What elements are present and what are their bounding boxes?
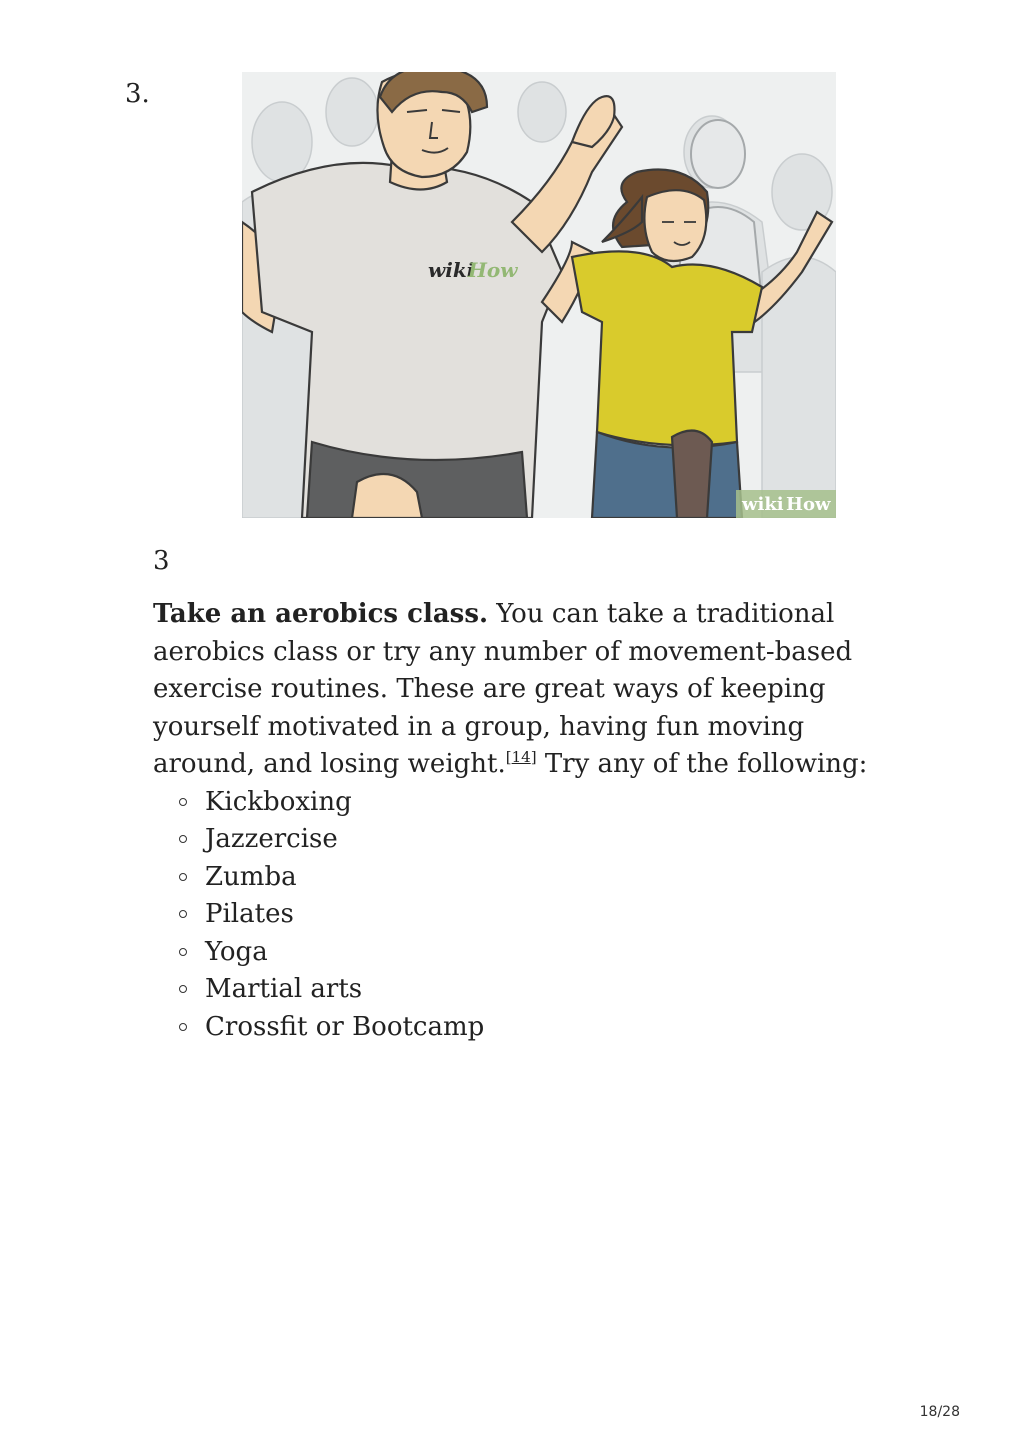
reference-marker[interactable]: [14] bbox=[505, 748, 537, 766]
circle-bullet-icon bbox=[179, 1023, 187, 1031]
reference-link[interactable]: 14 bbox=[511, 748, 531, 766]
circle-bullet-icon bbox=[179, 910, 187, 918]
watermark-how: How bbox=[786, 494, 831, 515]
circle-bullet-icon bbox=[179, 798, 187, 806]
list-item: Pilates bbox=[153, 896, 913, 934]
list-item: Kickboxing bbox=[153, 784, 913, 822]
step-index: 3 bbox=[153, 546, 170, 576]
step-intro-text: You can take a traditional aerobics class or try any number of movement-based exercise routines. These are great ways of keeping yourself motivated in a group, having fun moving around, and losing weight. bbox=[153, 599, 853, 779]
list-item: Zumba bbox=[153, 859, 913, 897]
step-intro bbox=[153, 596, 913, 784]
step-illustration bbox=[242, 72, 836, 518]
circle-bullet-icon bbox=[179, 873, 187, 881]
circle-bullet-icon bbox=[179, 835, 187, 843]
step-number: 3. bbox=[125, 79, 150, 109]
activity-list bbox=[153, 784, 913, 1047]
step-body bbox=[153, 596, 913, 1046]
list-item: Jazzercise bbox=[153, 821, 913, 859]
list-item: Crossfit or Bootcamp bbox=[153, 1009, 913, 1047]
circle-bullet-icon bbox=[179, 985, 187, 993]
step-title: Take an aerobics class. bbox=[153, 599, 489, 629]
list-item: Martial arts bbox=[153, 971, 913, 1009]
list-item: Yoga bbox=[153, 934, 913, 972]
page-indicator: 18/28 bbox=[919, 1404, 960, 1420]
step-intro-text-2: Try any of the following: bbox=[536, 749, 868, 779]
shirt-logo-wiki: wiki bbox=[428, 258, 475, 282]
watermark-wiki: wiki bbox=[742, 494, 784, 515]
circle-bullet-icon bbox=[179, 948, 187, 956]
shirt-logo-how: How bbox=[468, 258, 518, 282]
